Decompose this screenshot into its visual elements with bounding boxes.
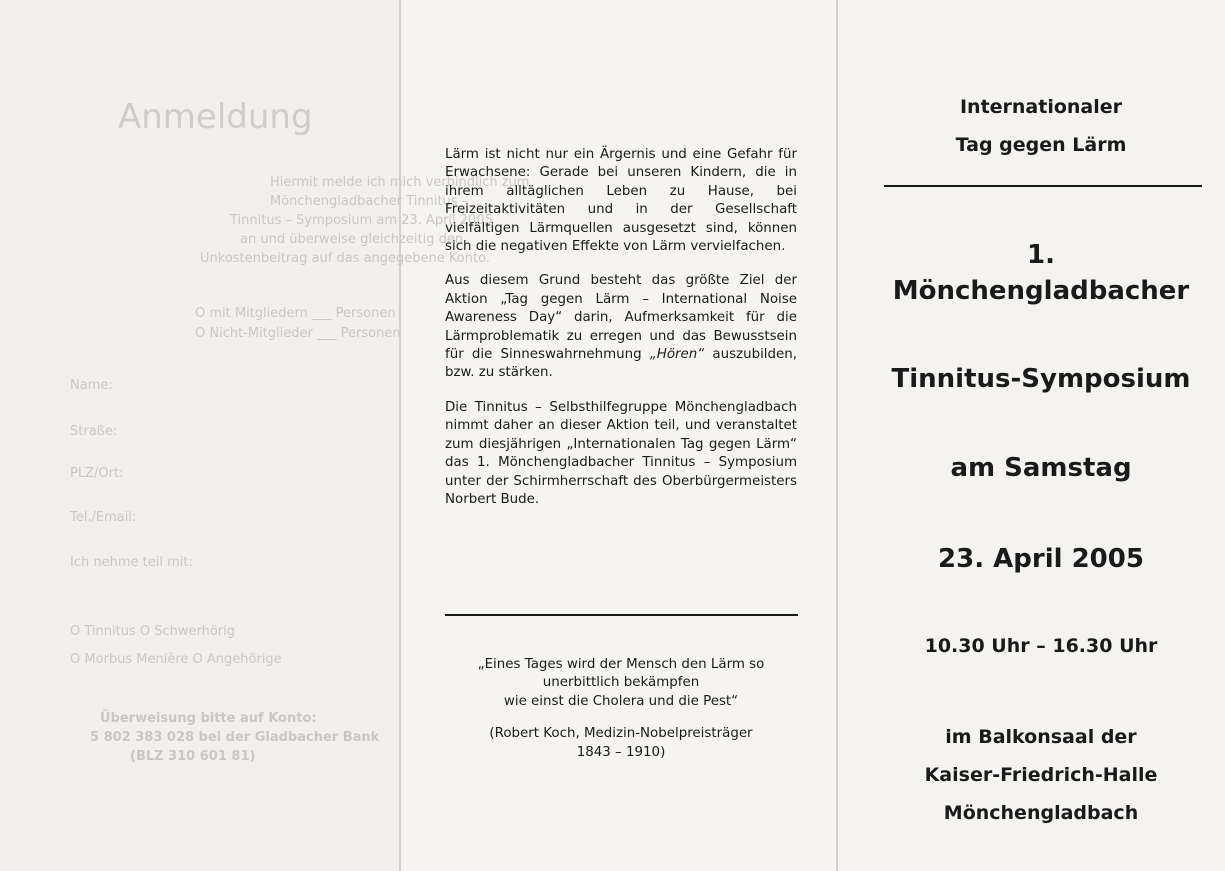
form-line: O Nicht-Mitglieder ___ Personen	[195, 326, 401, 341]
form-field-attendance: Ich nehme teil mit:	[70, 555, 193, 570]
cover-edition-number: 1.	[1027, 240, 1055, 270]
paragraph-noise: Lärm ist nicht nur ein Ärgernis und eine Gefahr für Erwachsene: Gerade bei unseren Kindern, die in ihrem alltäglichen Leben zu Hause, bei Freizeitaktivitäten und in der Gesellschaft vielfältigen Lärmquellen ausgesetzt sind, können sich die negativen Effekte von Lärm vervielfachen.	[445, 147, 797, 255]
quote-line: „Eines Tages wird der Mensch den Lärm so	[477, 657, 765, 672]
cover-date: 23. April 2005	[938, 544, 1144, 574]
form-field-contact: Tel./Email:	[70, 510, 137, 525]
form-line: Mönchengladbacher Tinnitus –	[270, 194, 469, 209]
emphasis-hearing: „Hören“	[649, 347, 705, 363]
quote-author: (Robert Koch, Medizin-Nobelpreisträger	[489, 726, 753, 742]
bank-info: (BLZ 310 601 81)	[130, 749, 256, 764]
paragraph-aim-end: auszubilden, bzw. zu stärken.	[445, 347, 797, 381]
cover-venue-line3: Mönchengladbach	[943, 802, 1139, 824]
form-line: Hiermit melde ich mich verbindlich zum	[270, 175, 530, 190]
cover-event-name: Tinnitus-Symposium	[891, 364, 1191, 394]
bank-info: Überweisung bitte auf Konto:	[100, 711, 317, 726]
paragraph-aim	[445, 272, 797, 382]
fold-line-left	[399, 0, 401, 871]
divider	[445, 614, 798, 616]
form-field-city: PLZ/Ort:	[70, 466, 124, 481]
cover-heading-line1: Internationaler	[959, 96, 1123, 118]
quote-block	[445, 656, 797, 762]
cover-weekday: am Samstag	[950, 453, 1132, 483]
form-line: O mit Mitgliedern ___ Personen	[195, 306, 396, 321]
form-line: Unkostenbeitrag auf das angegebene Konto.	[200, 251, 490, 266]
form-field-name: Name:	[70, 378, 113, 393]
cover-time: 10.30 Uhr – 16.30 Uhr	[924, 635, 1158, 657]
intro-text	[445, 146, 797, 509]
fold-line-right	[836, 0, 838, 871]
bank-info: 5 802 383 028 bei der Gladbacher Bank	[90, 730, 380, 745]
form-line: an und überweise gleichzeitig den	[240, 232, 464, 247]
form-checkbox-row: O Tinnitus O Schwerhörig	[70, 624, 236, 639]
quote-years: 1843 – 1910)	[576, 744, 666, 760]
quote-line: wie einst die Cholera und die Pest“	[503, 693, 739, 709]
cover-divider	[884, 185, 1202, 187]
form-line: Tinnitus – Symposium am 23. April 2005	[230, 213, 493, 228]
form-checkbox-row: O Morbus Menière O Angehörige	[70, 652, 282, 667]
paragraph-selfhelp: Die Tinnitus – Selbsthilfegruppe Mönchengladbach nimmt daher an dieser Aktion teil, und veranstaltet zum diesjährigen „Internationalen Tag gegen Lärm“ das 1. Mönchengladbacher Tinnitus – Symposium unter der Schirmherrschaft des Oberbürgermeisters Norbert Bude.	[445, 399, 797, 507]
cover-city-adjective: Mönchengladbacher	[892, 276, 1190, 306]
form-field-street: Straße:	[70, 424, 118, 439]
registration-title: Anmeldung	[118, 97, 313, 137]
quote-line: unerbittlich bekämpfen	[542, 675, 700, 691]
cover-venue-line1: im Balkonsaal der	[945, 726, 1137, 748]
paragraph-aim-text: Aus diesem Grund besteht das größte Ziel der Aktion „Tag gegen Lärm – International Noise Awareness Day“ darin, Aufmerksamkeit für die Lärmproblematik zu erregen und das Bewusstsein für die Sinneswahrnehmung	[445, 273, 797, 363]
cover-heading-line2: Tag gegen Lärm	[955, 134, 1127, 156]
cover-venue-line2: Kaiser-Friedrich-Halle	[924, 764, 1158, 786]
